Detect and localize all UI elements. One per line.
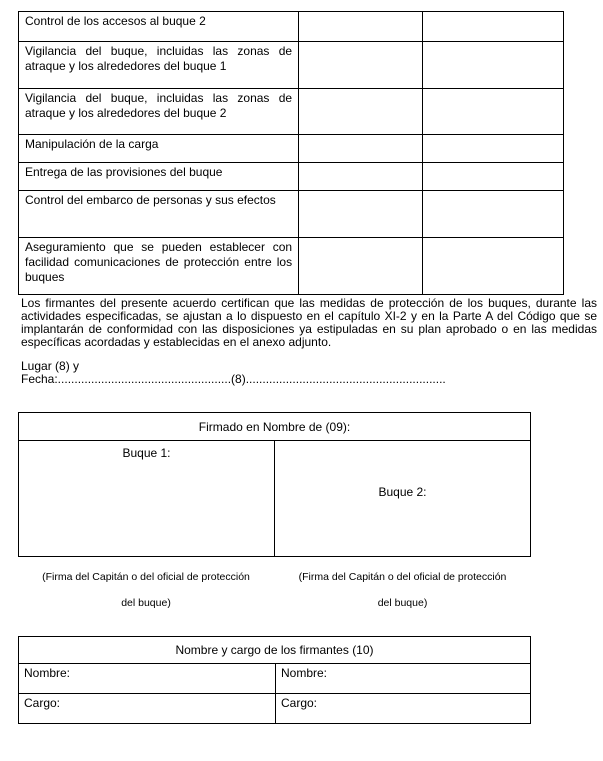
ship1-label: Buque 1: <box>122 446 171 460</box>
table-row <box>19 238 564 295</box>
activity-label: Vigilancia del buque, incluidas las zonas de atraque y los alrededores del buque 1 <box>19 42 299 89</box>
ship2-signature-caption: (Firma del Capitán o del oficial de protección <box>298 571 507 583</box>
activity-label: Control del embarco de personas y sus efectos <box>19 191 299 238</box>
table-row <box>19 42 564 89</box>
declaration-paragraph: Los firmantes del presente acuerdo certifican que las medidas de protección de los buques, durante las actividades especificadas, se ajustan a lo dispuesto en el capítulo XI-2 y en la Parte A del Código que se implantarán de conformidad con las disposiciones ya estipuladas en su plan aprobado o en las medidas específicas acordadas y establecidas en el anexo adjunto. <box>21 296 597 349</box>
place-label: Lugar (8) y <box>21 359 80 373</box>
table-cell <box>422 238 563 295</box>
signatories-title: Nombre y cargo de los firmantes (10) <box>19 637 531 664</box>
ship2-name-label: Nombre: <box>276 664 531 694</box>
activity-label: Control de los accesos al buque 2 <box>19 12 299 42</box>
table-row <box>19 191 564 238</box>
table-cell <box>422 135 563 163</box>
table-row <box>19 664 531 694</box>
ship1-name-label: Nombre: <box>19 664 276 694</box>
signature-title: Firmado en Nombre de (09): <box>19 413 531 441</box>
ship1-signature-cell <box>19 441 275 557</box>
table-row <box>19 12 564 42</box>
signatories-table <box>18 636 531 724</box>
table-cell <box>422 191 563 238</box>
table-cell <box>299 163 423 191</box>
table-cell <box>299 135 423 163</box>
ship2-role-label: Cargo: <box>276 694 531 724</box>
table-cell <box>422 163 563 191</box>
activities-table <box>18 11 564 295</box>
ship1-signature-caption-end: del buque) <box>121 597 171 609</box>
table-cell <box>422 89 563 135</box>
activity-label: Manipulación de la carga <box>19 135 299 163</box>
activity-label: Entrega de las provisiones del buque <box>19 163 299 191</box>
activity-label: Aseguramiento que se pueden establecer con facilidad comunicaciones de protección entre los buques <box>19 238 299 295</box>
table-cell <box>299 89 423 135</box>
table-cell <box>299 42 423 89</box>
date-line: Fecha:....................................................(8)............................................................ <box>21 372 446 386</box>
table-cell <box>422 42 563 89</box>
table-cell <box>422 12 563 42</box>
ship2-signature-cell <box>274 441 530 557</box>
place-date <box>21 360 446 386</box>
table-cell <box>299 238 423 295</box>
table-cell <box>299 12 423 42</box>
table-row <box>19 694 531 724</box>
table-cell <box>299 191 423 238</box>
ship2-label: Buque 2: <box>378 485 427 499</box>
table-row <box>19 163 564 191</box>
ship1-role-label: Cargo: <box>19 694 276 724</box>
table-row <box>19 135 564 163</box>
ship2-signature-caption-end: del buque) <box>377 597 428 609</box>
table-row <box>19 89 564 135</box>
signature-table <box>18 412 531 557</box>
activity-label: Vigilancia del buque, incluidas las zonas de atraque y los alrededores del buque 2 <box>19 89 299 135</box>
ship1-signature-caption: (Firma del Capitán o del oficial de protección <box>42 571 250 583</box>
